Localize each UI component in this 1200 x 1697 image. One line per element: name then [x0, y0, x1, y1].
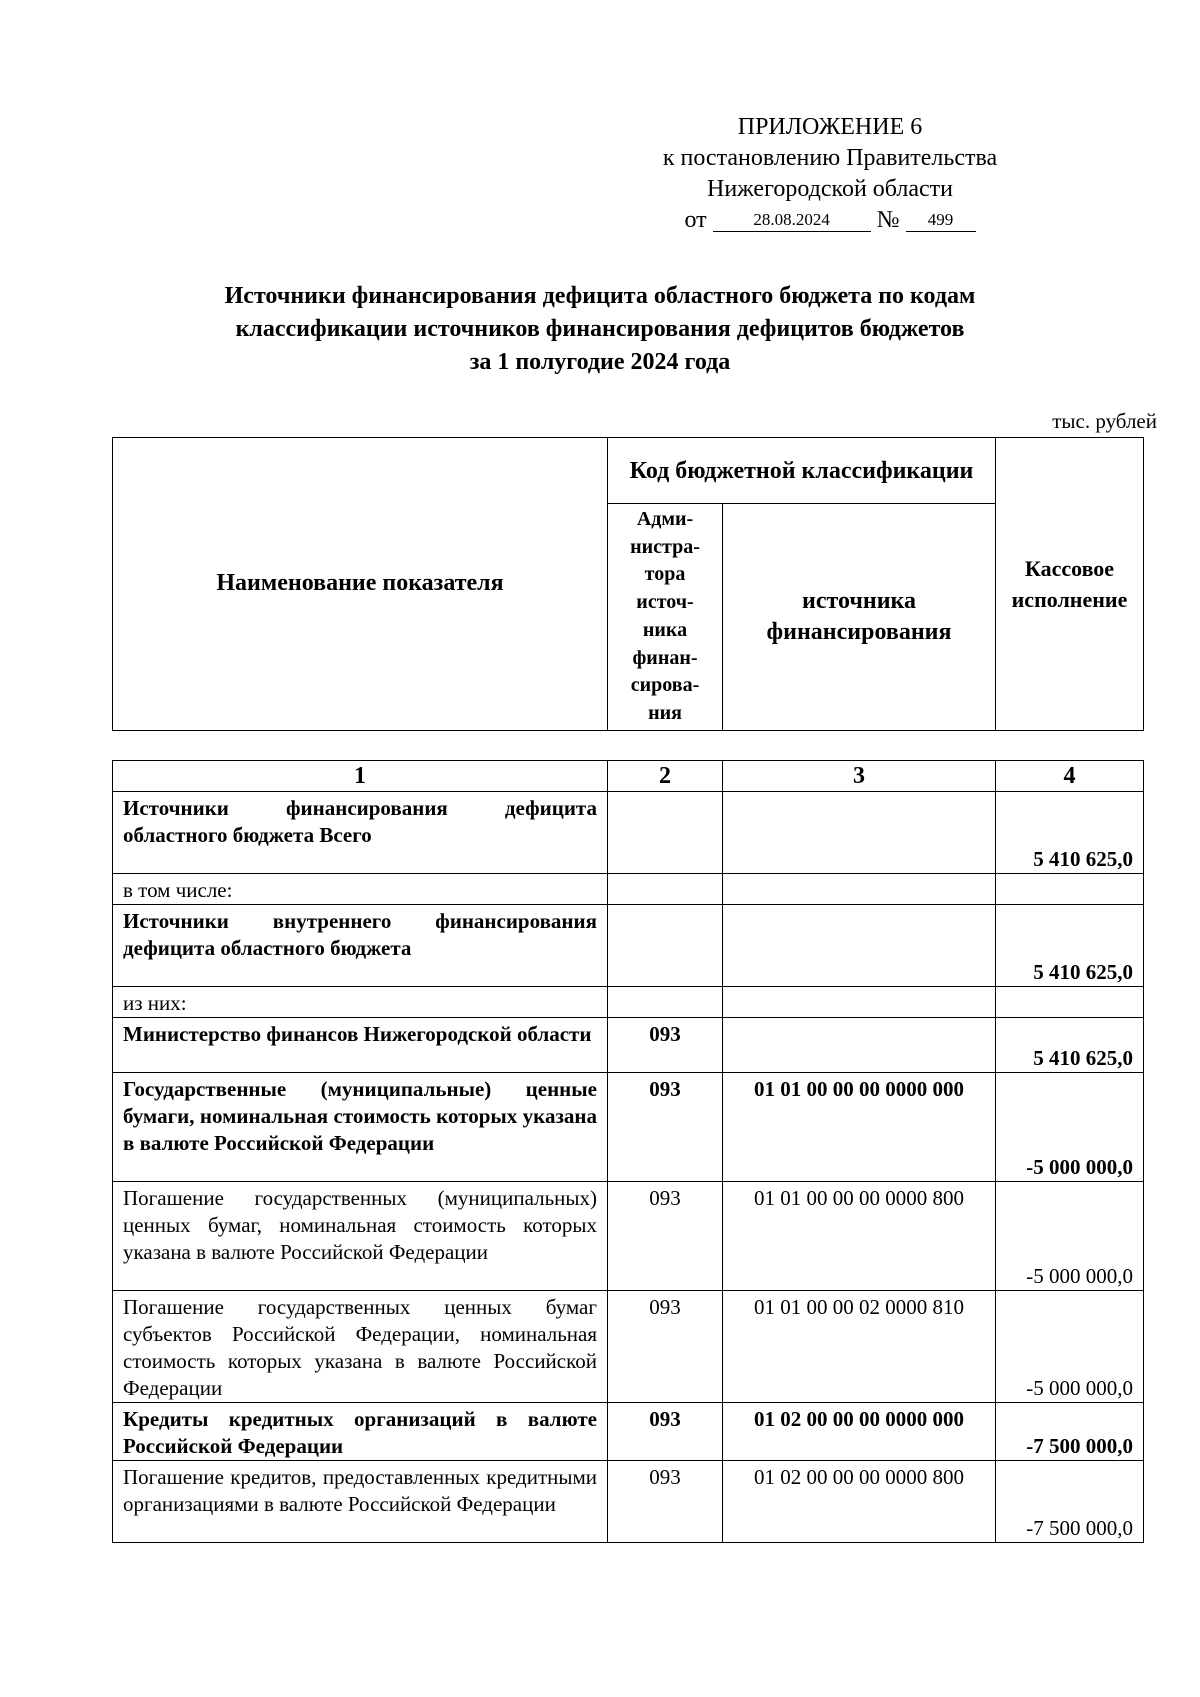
row-name-cell: Погашение государственных ценных бумаг субъектов Российской Федерации, номинальная стоимость которых указана в валюте Российской Федерации	[113, 1291, 608, 1403]
row-admin-code-cell: 093	[608, 1291, 723, 1403]
row-name-cell: в том числе:	[113, 874, 608, 905]
title-line-1: Источники финансирования дефицита областного бюджета по кодам	[224, 283, 976, 309]
row-source-code-cell	[723, 905, 996, 987]
row-admin-code-cell: 093	[608, 1461, 723, 1543]
column-number: 1	[113, 761, 608, 792]
date-prefix: от	[684, 207, 707, 233]
row-admin-code-cell: 093	[608, 1073, 723, 1182]
row-admin-code-cell: 093	[608, 1018, 723, 1073]
row-amount-cell: -5 000 000,0	[996, 1182, 1144, 1291]
decree-date: 28.08.2024	[713, 209, 871, 232]
row-source-code-cell	[723, 1018, 996, 1073]
header-table	[112, 437, 1144, 731]
data-table	[112, 760, 1144, 1543]
header-code-group: Код бюджетной классификации	[608, 438, 996, 504]
row-amount-cell: -5 000 000,0	[996, 1073, 1144, 1182]
row-amount-cell	[996, 987, 1144, 1018]
row-name-cell: из них:	[113, 987, 608, 1018]
row-name-cell: Источники финансирования дефицита областного бюджета Всего	[113, 792, 608, 874]
row-source-code-cell	[723, 792, 996, 874]
row-admin-code-cell: 093	[608, 1182, 723, 1291]
column-number-row	[113, 761, 1144, 792]
row-source-code-cell	[723, 987, 996, 1018]
row-source-code-cell: 01 01 00 00 00 0000 800	[723, 1182, 996, 1291]
row-name-cell: Государственные (муниципальные) ценные бумаги, номинальная стоимость которых указана в валюте Российской Федерации	[113, 1073, 608, 1182]
table-row	[113, 874, 1144, 905]
title-line-2: классификации источников финансирования дефицитов бюджетов	[235, 316, 965, 342]
table-row	[113, 987, 1144, 1018]
row-amount-cell: 5 410 625,0	[996, 1018, 1144, 1073]
table-row	[113, 1291, 1144, 1403]
row-source-code-cell: 01 02 00 00 00 0000 000	[723, 1403, 996, 1461]
header-source: источника финансирования	[723, 504, 996, 731]
table-row	[113, 1073, 1144, 1182]
document-title	[130, 280, 1070, 379]
column-number: 2	[608, 761, 723, 792]
row-admin-code-cell	[608, 874, 723, 905]
appendix-date-line	[620, 205, 1040, 236]
appendix-reference: к постановлению Правительства	[662, 145, 998, 171]
row-admin-code-cell: 093	[608, 1403, 723, 1461]
row-admin-code-cell	[608, 792, 723, 874]
row-admin-code-cell	[608, 905, 723, 987]
row-admin-code-cell	[608, 987, 723, 1018]
row-source-code-cell: 01 02 00 00 00 0000 800	[723, 1461, 996, 1543]
column-number: 3	[723, 761, 996, 792]
row-amount-cell: -7 500 000,0	[996, 1461, 1144, 1543]
appendix-region: Нижегородской области	[706, 176, 954, 202]
table-row	[113, 792, 1144, 874]
row-name-cell: Погашение кредитов, предоставленных кредитными организациями в валюте Российской Федерации	[113, 1461, 608, 1543]
row-name-cell: Кредиты кредитных организаций в валюте Российской Федерации	[113, 1403, 608, 1461]
table-row	[113, 1018, 1144, 1073]
row-amount-cell	[996, 874, 1144, 905]
header-admin: Адми- нистра- тора источ- ника финан- сирова- ния	[608, 504, 723, 731]
row-amount-cell: 5 410 625,0	[996, 905, 1144, 987]
row-source-code-cell	[723, 874, 996, 905]
data-rows	[113, 792, 1144, 1543]
row-amount-cell: -5 000 000,0	[996, 1291, 1144, 1403]
table-row	[113, 905, 1144, 987]
column-number: 4	[996, 761, 1144, 792]
appendix-header	[620, 112, 1040, 236]
row-name-cell: Министерство финансов Нижегородской области	[113, 1018, 608, 1073]
row-name-cell: Погашение государственных (муниципальных) ценных бумаг, номинальная стоимость которых указана в валюте Российской Федерации	[113, 1182, 608, 1291]
title-line-3: за 1 полугодие 2024 года	[469, 349, 731, 375]
appendix-title: ПРИЛОЖЕНИЕ 6	[737, 114, 923, 140]
row-amount-cell: -7 500 000,0	[996, 1403, 1144, 1461]
row-source-code-cell: 01 01 00 00 02 0000 810	[723, 1291, 996, 1403]
row-amount-cell: 5 410 625,0	[996, 792, 1144, 874]
decree-number: 499	[906, 209, 976, 232]
row-source-code-cell: 01 01 00 00 00 0000 000	[723, 1073, 996, 1182]
number-sign: №	[876, 207, 900, 233]
units-label: тыс. рублей	[1052, 409, 1157, 433]
table-row	[113, 1403, 1144, 1461]
table-row	[113, 1461, 1144, 1543]
header-name: Наименование показателя	[113, 438, 608, 731]
header-cash: Кассовое исполнение	[996, 438, 1144, 731]
table-row	[113, 1182, 1144, 1291]
row-name-cell: Источники внутреннего финансирования дефицита областного бюджета	[113, 905, 608, 987]
